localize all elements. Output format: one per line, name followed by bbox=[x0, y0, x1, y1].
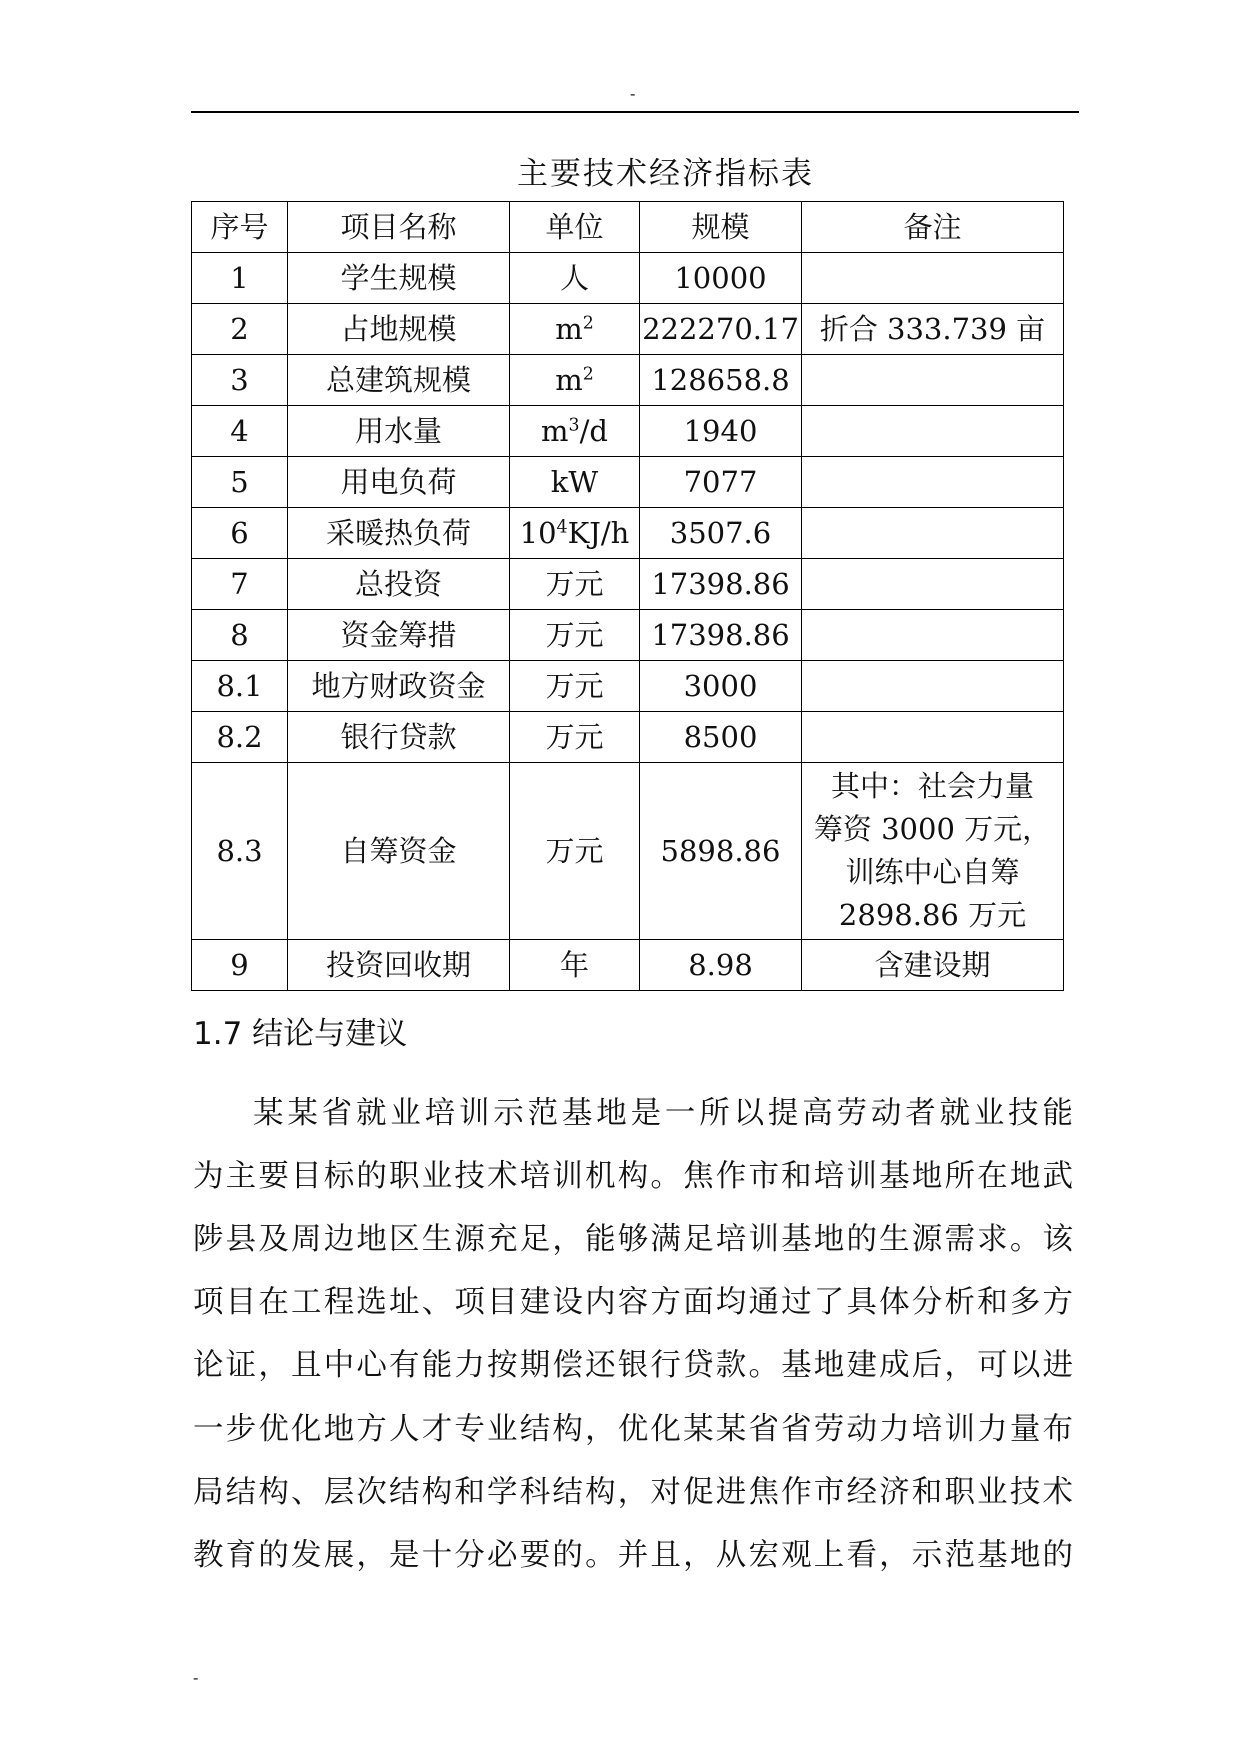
row-unit: kW bbox=[510, 457, 640, 508]
row-unit: 万元 bbox=[510, 712, 640, 763]
row-name: 用电负荷 bbox=[288, 457, 510, 508]
body-text-line: 教育的发展，是十分必要的。并且，从宏观上看，示范基地的 bbox=[193, 1538, 1073, 1573]
note-line: 其中：社会力量 bbox=[830, 769, 1034, 803]
column-header-scale: 规模 bbox=[640, 202, 802, 253]
body-text-line: 项目在工程选址、项目建设内容方面均通过了具体分析和多方 bbox=[193, 1285, 1073, 1320]
row-no: 2 bbox=[192, 304, 288, 355]
body-text-line: 一步优化地方人才专业结构，优化某某省省劳动力培训力量布 bbox=[193, 1412, 1073, 1447]
row-unit: 万元 bbox=[510, 661, 640, 712]
note-line: 2898.86 万元 bbox=[838, 898, 1027, 932]
row-no: 5 bbox=[192, 457, 288, 508]
table-row bbox=[192, 406, 1064, 457]
column-header-unit: 单位 bbox=[510, 202, 640, 253]
row-note bbox=[802, 508, 1064, 559]
row-scale: 222270.17 bbox=[640, 304, 802, 355]
row-name: 占地规模 bbox=[288, 304, 510, 355]
footer-mark: - bbox=[193, 1668, 199, 1687]
column-header-name: 项目名称 bbox=[288, 202, 510, 253]
row-scale: 8500 bbox=[640, 712, 802, 763]
row-scale: 10000 bbox=[640, 253, 802, 304]
row-note: 折合 333.739 亩 bbox=[802, 304, 1064, 355]
row-scale: 17398.86 bbox=[640, 559, 802, 610]
row-note bbox=[802, 559, 1064, 610]
row-scale: 7077 bbox=[640, 457, 802, 508]
row-scale: 3000 bbox=[640, 661, 802, 712]
body-text-line: 为主要目标的职业技术培训机构。焦作市和培训基地所在地武 bbox=[193, 1159, 1073, 1194]
row-name: 总投资 bbox=[288, 559, 510, 610]
row-note bbox=[802, 253, 1064, 304]
table-row bbox=[192, 559, 1064, 610]
row-name: 自筹资金 bbox=[288, 763, 510, 940]
row-note bbox=[802, 712, 1064, 763]
row-unit: 年 bbox=[510, 940, 640, 991]
row-no: 3 bbox=[192, 355, 288, 406]
row-note bbox=[802, 610, 1064, 661]
row-unit: $m^2$ bbox=[510, 304, 640, 355]
row-note bbox=[802, 355, 1064, 406]
table-row bbox=[192, 712, 1064, 763]
row-note bbox=[802, 406, 1064, 457]
row-no: 7 bbox=[192, 559, 288, 610]
row-unit: 万元 bbox=[510, 610, 640, 661]
row-scale: 17398.86 bbox=[640, 610, 802, 661]
row-no: 8.2 bbox=[192, 712, 288, 763]
body-text-line: 论证，且中心有能力按期偿还银行贷款。基地建成后，可以进 bbox=[193, 1348, 1073, 1383]
row-no: 4 bbox=[192, 406, 288, 457]
row-name: 银行贷款 bbox=[288, 712, 510, 763]
row-scale: 128658.8 bbox=[640, 355, 802, 406]
row-name: 学生规模 bbox=[288, 253, 510, 304]
row-no: 8 bbox=[192, 610, 288, 661]
header-mark: - bbox=[630, 84, 636, 103]
row-note: 含建设期 bbox=[802, 940, 1064, 991]
row-name: 投资回收期 bbox=[288, 940, 510, 991]
body-text-line: 局结构、层次结构和学科结构，对促进焦作市经济和职业技术 bbox=[193, 1475, 1073, 1510]
row-no: 1 bbox=[192, 253, 288, 304]
row-note bbox=[802, 763, 1064, 940]
row-name: 地方财政资金 bbox=[288, 661, 510, 712]
row-name: 资金筹措 bbox=[288, 610, 510, 661]
row-scale: 3507.6 bbox=[640, 508, 802, 559]
column-header-note: 备注 bbox=[802, 202, 1064, 253]
header-rule bbox=[191, 111, 1079, 113]
table-row bbox=[192, 763, 1064, 940]
row-name: 采暖热负荷 bbox=[288, 508, 510, 559]
row-scale: 8.98 bbox=[640, 940, 802, 991]
row-no: 9 bbox=[192, 940, 288, 991]
table-row bbox=[192, 661, 1064, 712]
table-header-row bbox=[192, 202, 1064, 253]
row-unit: 万元 bbox=[510, 559, 640, 610]
row-scale: 1940 bbox=[640, 406, 802, 457]
table-row bbox=[192, 940, 1064, 991]
table-title: 主要技术经济指标表 bbox=[517, 156, 814, 192]
note-line: 筹资 3000 万元， bbox=[813, 812, 1052, 846]
indicator-table bbox=[191, 201, 1064, 991]
row-unit: 万元 bbox=[510, 763, 640, 940]
row-name: 用水量 bbox=[288, 406, 510, 457]
table-row bbox=[192, 304, 1064, 355]
row-no: 8.1 bbox=[192, 661, 288, 712]
note-line: 训练中心自筹 bbox=[845, 855, 1020, 889]
row-unit: $10^4KJ/h$ bbox=[510, 508, 640, 559]
table-row bbox=[192, 457, 1064, 508]
row-unit: $m^2$ bbox=[510, 355, 640, 406]
row-scale: 5898.86 bbox=[640, 763, 802, 940]
row-no: 6 bbox=[192, 508, 288, 559]
table-row bbox=[192, 355, 1064, 406]
table-row bbox=[192, 253, 1064, 304]
row-note bbox=[802, 661, 1064, 712]
section-heading: 1.7 结论与建议 bbox=[193, 1016, 408, 1052]
row-note bbox=[802, 457, 1064, 508]
row-unit: 人 bbox=[510, 253, 640, 304]
body-text-line: 某某省就业培训示范基地是一所以提高劳动者就业技能 bbox=[253, 1096, 1073, 1131]
table-row bbox=[192, 508, 1064, 559]
row-no: 8.3 bbox=[192, 763, 288, 940]
row-unit: $m^3/d$ bbox=[510, 406, 640, 457]
table-row bbox=[192, 610, 1064, 661]
body-text-line: 陟县及周边地区生源充足，能够满足培训基地的生源需求。该 bbox=[193, 1222, 1073, 1257]
column-header-no: 序号 bbox=[192, 202, 288, 253]
row-name: 总建筑规模 bbox=[288, 355, 510, 406]
